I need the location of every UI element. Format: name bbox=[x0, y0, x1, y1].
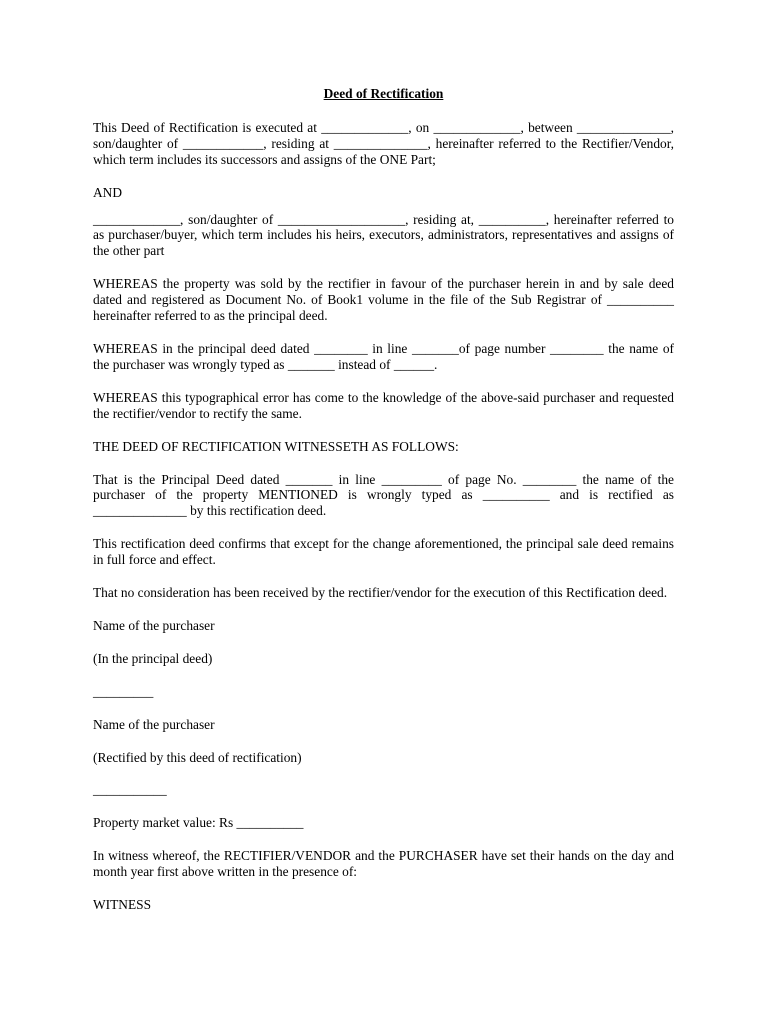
paragraph-consideration: That no consideration has been received by the rectifier/vendor for the execution of this Rectification deed. bbox=[93, 585, 668, 601]
paragraph-parties-rectifier: This Deed of Rectification is executed at _____________, on _____________, between ______________, son/daughter of ____________, residing at ______________, hereinafter referred to the Rectifier/Vendor, which term includes its successors and assigns of the ONE Part; bbox=[93, 119, 674, 167]
label-in-principal-deed: (In the principal deed) bbox=[93, 650, 213, 666]
label-rectified-by-deed: (Rectified by this deed of rectification) bbox=[93, 749, 302, 765]
paragraph-whereas-request: WHEREAS this typographical error has come to the knowledge of the above-said purchaser and requested the rectifier/vendor to rectify the same. bbox=[93, 389, 674, 421]
property-market-value: Property market value: Rs __________ bbox=[93, 815, 304, 831]
label-purchaser-name-original: Name of the purchaser bbox=[93, 617, 215, 633]
paragraph-and: AND bbox=[93, 184, 123, 200]
paragraph-witnesseth: THE DEED OF RECTIFICATION WITNESSETH AS FOLLOWS: bbox=[93, 438, 459, 454]
paragraph-whereas-sale: WHEREAS the property was sold by the rectifier in favour of the purchaser herein in and by sale deed dated and registered as Document No. of Book1 volume in the file of the Sub Registrar of __________ hereinafter referred to as the principal deed. bbox=[93, 276, 674, 324]
blank-line-original-name: _________ bbox=[93, 683, 154, 699]
label-witness: WITNESS bbox=[93, 897, 152, 913]
document-page bbox=[93, 86, 674, 913]
paragraph-confirmation: This rectification deed confirms that except for the change aforementioned, the principal sale deed remains in full force and effect. bbox=[93, 536, 674, 568]
blank-line-rectified-name: ___________ bbox=[93, 782, 167, 798]
label-purchaser-name-rectified: Name of the purchaser bbox=[93, 716, 215, 732]
document-title: Deed of Rectification bbox=[323, 86, 444, 101]
paragraph-in-witness: In witness whereof, the RECTIFIER/VENDOR and the PURCHASER have set their hands on the day and month year first above written in the presence of: bbox=[93, 848, 674, 880]
paragraph-whereas-error: WHEREAS in the principal deed dated ________ in line _______of page number ________ the name of the purchaser was wrongly typed as _______ instead of ______. bbox=[93, 340, 674, 372]
paragraph-rectification-clause: That is the Principal Deed dated _______ in line _________ of page No. ________ the name of the purchaser of the property MENTIONED is wrongly typed as __________ and is rectified as ______________ by this rectification deed. bbox=[93, 471, 674, 519]
paragraph-parties-purchaser: _____________, son/daughter of ___________________, residing at, __________, hereinafter referred to as purchaser/buyer, which term includes his heirs, executors, administrators, representatives and assigns of the other part bbox=[93, 211, 674, 259]
